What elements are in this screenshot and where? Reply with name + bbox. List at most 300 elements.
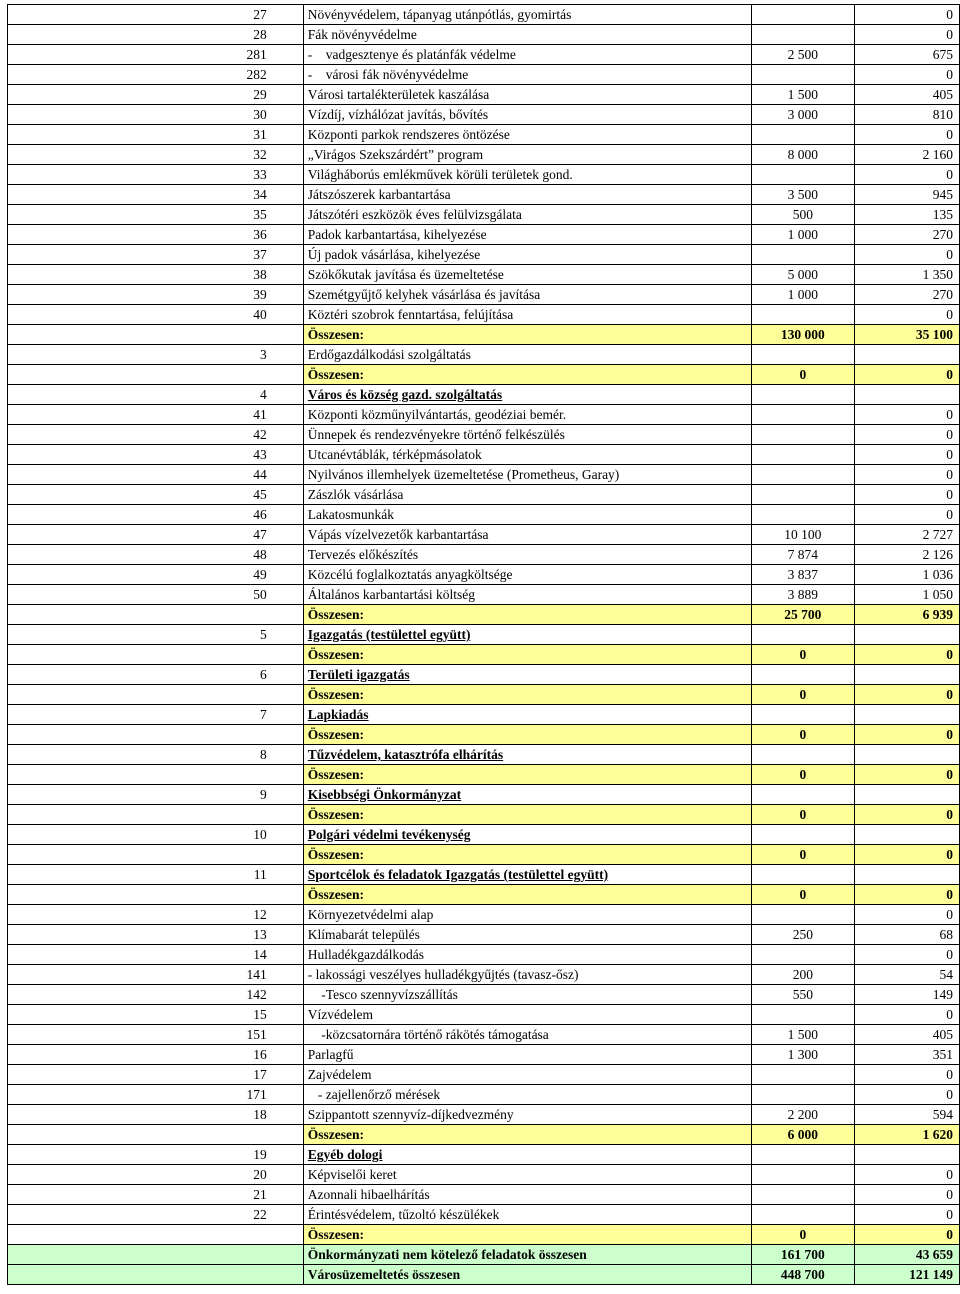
row-plan-value: 500 [751, 205, 855, 225]
row-number: 42 [8, 425, 304, 445]
table-row [8, 985, 960, 1005]
row-plan-value [751, 65, 855, 85]
row-value: 0 [855, 305, 960, 325]
row-plan-value: 250 [751, 925, 855, 945]
row-label: Területi igazgatás [303, 665, 751, 685]
row-number: 36 [8, 225, 304, 245]
row-number: 11 [8, 865, 304, 885]
row-label: Összesen: [303, 1125, 751, 1145]
row-number: 17 [8, 1065, 304, 1085]
row-number: 40 [8, 305, 304, 325]
row-number: 9 [8, 785, 304, 805]
row-value: 0 [855, 165, 960, 185]
subtotal-row [8, 645, 960, 665]
row-value: 2 727 [855, 525, 960, 545]
row-number: 15 [8, 1005, 304, 1025]
table-row [8, 1005, 960, 1025]
row-plan-value: 0 [751, 685, 855, 705]
table-row [8, 1025, 960, 1045]
row-plan-value [751, 425, 855, 445]
row-value: 0 [855, 1205, 960, 1225]
row-value: 0 [855, 405, 960, 425]
section-header-row [8, 625, 960, 645]
row-plan-value: 200 [751, 965, 855, 985]
table-row [8, 305, 960, 325]
row-number: 12 [8, 905, 304, 925]
section-header-row [8, 345, 960, 365]
row-number: 7 [8, 705, 304, 725]
row-label: Polgári védelmi tevékenység [303, 825, 751, 845]
row-label: -Tesco szennyvízszállítás [303, 985, 751, 1005]
row-value: 0 [855, 425, 960, 445]
row-value: 0 [855, 845, 960, 865]
row-value: 0 [855, 125, 960, 145]
row-label: Padok karbantartása, kihelyezése [303, 225, 751, 245]
row-label: Összesen: [303, 325, 751, 345]
row-plan-value: 7 874 [751, 545, 855, 565]
row-plan-value [751, 5, 855, 25]
row-plan-value: 3 000 [751, 105, 855, 125]
row-label: Szemétgyűjtő kelyhek vásárlása és javítása [303, 285, 751, 305]
row-plan-value: 1 300 [751, 1045, 855, 1065]
grand-total-row [8, 1245, 960, 1265]
row-value: 2 160 [855, 145, 960, 165]
table-row [8, 945, 960, 965]
row-plan-value [751, 505, 855, 525]
row-value: 149 [855, 985, 960, 1005]
row-number: 45 [8, 485, 304, 505]
row-plan-value: 161 700 [751, 1245, 855, 1265]
table-row [8, 125, 960, 145]
table-row [8, 245, 960, 265]
row-value: 0 [855, 1065, 960, 1085]
row-value: 0 [855, 365, 960, 385]
row-number: 49 [8, 565, 304, 585]
row-value: 43 659 [855, 1245, 960, 1265]
row-label: Vízdíj, vízhálózat javítás, bővítés [303, 105, 751, 125]
row-value [855, 625, 960, 645]
section-header-row [8, 385, 960, 405]
row-plan-value: 3 889 [751, 585, 855, 605]
row-number [8, 1125, 304, 1145]
row-plan-value: 0 [751, 805, 855, 825]
row-number: 19 [8, 1145, 304, 1165]
subtotal-row [8, 765, 960, 785]
row-label: Összesen: [303, 685, 751, 705]
row-plan-value [751, 1005, 855, 1025]
row-label: Játszószerek karbantartása [303, 185, 751, 205]
row-plan-value [751, 1085, 855, 1105]
row-plan-value: 448 700 [751, 1265, 855, 1285]
row-number [8, 605, 304, 625]
row-label: Városi tartalékterületek kaszálása [303, 85, 751, 105]
table-row [8, 965, 960, 985]
table-row [8, 285, 960, 305]
row-value: 0 [855, 65, 960, 85]
row-value: 0 [855, 805, 960, 825]
row-plan-value [751, 405, 855, 425]
row-label: Központi parkok rendszeres öntözése [303, 125, 751, 145]
row-plan-value [751, 665, 855, 685]
table-row [8, 1185, 960, 1205]
row-value: 675 [855, 45, 960, 65]
row-label: Összesen: [303, 845, 751, 865]
row-plan-value: 3 500 [751, 185, 855, 205]
row-label: Lakatosmunkák [303, 505, 751, 525]
table-row [8, 545, 960, 565]
row-value: 0 [855, 885, 960, 905]
row-label: Összesen: [303, 365, 751, 385]
subtotal-row [8, 805, 960, 825]
row-label: Tervezés előkészítés [303, 545, 751, 565]
row-value: 0 [855, 1005, 960, 1025]
subtotal-row [8, 685, 960, 705]
subtotal-row [8, 1125, 960, 1145]
row-plan-value [751, 1065, 855, 1085]
row-value [855, 785, 960, 805]
table-row [8, 185, 960, 205]
row-number [8, 1265, 304, 1285]
table-row [8, 25, 960, 45]
row-plan-value [751, 1185, 855, 1205]
row-number: 151 [8, 1025, 304, 1045]
row-plan-value [751, 305, 855, 325]
row-value: 121 149 [855, 1265, 960, 1285]
row-value [855, 865, 960, 885]
row-label: Tűzvédelem, katasztrófa elhárítás [303, 745, 751, 765]
row-value: 2 126 [855, 545, 960, 565]
row-value: 0 [855, 465, 960, 485]
table-row [8, 105, 960, 125]
row-plan-value: 550 [751, 985, 855, 1005]
row-value: 270 [855, 285, 960, 305]
row-label: Közcélú foglalkoztatás anyagköltsége [303, 565, 751, 585]
row-value: 1 050 [855, 585, 960, 605]
table-row [8, 65, 960, 85]
row-label: Hulladékgazdálkodás [303, 945, 751, 965]
row-number: 5 [8, 625, 304, 645]
row-value: 405 [855, 85, 960, 105]
row-label: Fák növényvédelme [303, 25, 751, 45]
row-label: - városi fák növényvédelme [303, 65, 751, 85]
row-label: Lapkiadás [303, 705, 751, 725]
row-value: 0 [855, 725, 960, 745]
row-label: Összesen: [303, 725, 751, 745]
row-label: Azonnali hibaelhárítás [303, 1185, 751, 1205]
row-number [8, 845, 304, 865]
subtotal-row [8, 605, 960, 625]
row-number: 282 [8, 65, 304, 85]
row-label: Zászlók vásárlása [303, 485, 751, 505]
row-number: 8 [8, 745, 304, 765]
row-plan-value [751, 125, 855, 145]
row-number: 18 [8, 1105, 304, 1125]
table-row [8, 165, 960, 185]
row-number: 171 [8, 1085, 304, 1105]
row-value: 0 [855, 245, 960, 265]
row-number: 6 [8, 665, 304, 685]
row-value: 0 [855, 765, 960, 785]
table-row [8, 505, 960, 525]
row-number: 31 [8, 125, 304, 145]
row-value: 270 [855, 225, 960, 245]
row-label: Ünnepek és rendezvényekre történő felkészülés [303, 425, 751, 445]
row-number: 4 [8, 385, 304, 405]
row-plan-value: 1 000 [751, 285, 855, 305]
row-number: 3 [8, 345, 304, 365]
row-label: Egyéb dologi [303, 1145, 751, 1165]
row-plan-value: 0 [751, 765, 855, 785]
row-label: - zajellenőrző mérések [303, 1085, 751, 1105]
row-label: Összesen: [303, 605, 751, 625]
row-label: Nyilvános illemhelyek üzemeltetése (Prometheus, Garay) [303, 465, 751, 485]
table-row [8, 45, 960, 65]
row-value: 594 [855, 1105, 960, 1125]
row-plan-value [751, 25, 855, 45]
row-value: 945 [855, 185, 960, 205]
row-plan-value: 8 000 [751, 145, 855, 165]
row-label: - vadgesztenye és platánfák védelme [303, 45, 751, 65]
row-plan-value [751, 1145, 855, 1165]
row-label: Utcanévtáblák, térképmásolatok [303, 445, 751, 465]
table-row [8, 585, 960, 605]
table-row [8, 145, 960, 165]
row-plan-value [751, 245, 855, 265]
row-value [855, 745, 960, 765]
row-plan-value [751, 1205, 855, 1225]
row-number: 142 [8, 985, 304, 1005]
row-number: 46 [8, 505, 304, 525]
subtotal-row [8, 1225, 960, 1245]
row-number [8, 1225, 304, 1245]
row-label: Játszótéri eszközök éves felülvizsgálata [303, 205, 751, 225]
row-label: Összesen: [303, 805, 751, 825]
row-value: 54 [855, 965, 960, 985]
row-number: 29 [8, 85, 304, 105]
row-number: 43 [8, 445, 304, 465]
row-plan-value: 0 [751, 365, 855, 385]
row-plan-value: 10 100 [751, 525, 855, 545]
section-header-row [8, 825, 960, 845]
row-plan-value: 130 000 [751, 325, 855, 345]
row-number [8, 365, 304, 385]
table-row [8, 525, 960, 545]
row-plan-value: 1 000 [751, 225, 855, 245]
row-number: 281 [8, 45, 304, 65]
table-row [8, 565, 960, 585]
row-label: Vízvédelem [303, 1005, 751, 1025]
row-value [855, 385, 960, 405]
row-plan-value [751, 785, 855, 805]
row-number: 27 [8, 5, 304, 25]
row-value: 0 [855, 685, 960, 705]
subtotal-row [8, 885, 960, 905]
row-label: Klímabarát település [303, 925, 751, 945]
row-plan-value: 1 500 [751, 1025, 855, 1045]
row-plan-value: 5 000 [751, 265, 855, 285]
row-plan-value [751, 485, 855, 505]
row-plan-value: 1 500 [751, 85, 855, 105]
row-label: Növényvédelem, tápanyag utánpótlás, gyomirtás [303, 5, 751, 25]
row-plan-value: 0 [751, 845, 855, 865]
row-plan-value: 2 200 [751, 1105, 855, 1125]
row-value: 0 [855, 905, 960, 925]
row-label: Igazgatás (testülettel együtt) [303, 625, 751, 645]
row-plan-value [751, 465, 855, 485]
row-plan-value [751, 865, 855, 885]
row-label: Környezetvédelmi alap [303, 905, 751, 925]
row-plan-value [751, 345, 855, 365]
row-plan-value [751, 385, 855, 405]
section-header-row [8, 665, 960, 685]
row-plan-value [751, 705, 855, 725]
row-number: 38 [8, 265, 304, 285]
row-number: 21 [8, 1185, 304, 1205]
row-label: Szökőkutak javítása és üzemeltetése [303, 265, 751, 285]
table-row [8, 485, 960, 505]
row-number: 10 [8, 825, 304, 845]
row-label: Sportcélok és feladatok Igazgatás (testülettel együtt) [303, 865, 751, 885]
row-value: 0 [855, 5, 960, 25]
table-row [8, 425, 960, 445]
row-plan-value: 6 000 [751, 1125, 855, 1145]
section-header-row [8, 865, 960, 885]
row-label: Város és község gazd. szolgáltatás [303, 385, 751, 405]
section-header-row [8, 705, 960, 725]
grand-total-row [8, 1265, 960, 1285]
row-value: 0 [855, 485, 960, 505]
table-row [8, 265, 960, 285]
row-number: 22 [8, 1205, 304, 1225]
section-header-row [8, 785, 960, 805]
row-label: Városüzemeltetés összesen [303, 1265, 751, 1285]
subtotal-row [8, 325, 960, 345]
table-row [8, 905, 960, 925]
row-plan-value [751, 625, 855, 645]
section-header-row [8, 1145, 960, 1165]
row-label: Általános karbantartási költség [303, 585, 751, 605]
subtotal-row [8, 845, 960, 865]
row-value: 35 100 [855, 325, 960, 345]
row-value: 68 [855, 925, 960, 945]
row-number: 39 [8, 285, 304, 305]
row-number: 16 [8, 1045, 304, 1065]
table-row [8, 1165, 960, 1185]
budget-table [7, 4, 960, 1285]
row-label: Központi közműnyilvántartás, geodéziai bemér. [303, 405, 751, 425]
row-value: 351 [855, 1045, 960, 1065]
row-label: Új padok vásárlása, kihelyezése [303, 245, 751, 265]
row-number: 20 [8, 1165, 304, 1185]
row-label: Erdőgazdálkodási szolgáltatás [303, 345, 751, 365]
table-row [8, 205, 960, 225]
row-value: 0 [855, 1165, 960, 1185]
row-plan-value: 0 [751, 885, 855, 905]
row-label: Parlagfű [303, 1045, 751, 1065]
row-plan-value [751, 165, 855, 185]
row-label: Zajvédelem [303, 1065, 751, 1085]
row-value [855, 665, 960, 685]
row-number: 32 [8, 145, 304, 165]
row-label: Vápás vízelvezetők karbantartása [303, 525, 751, 545]
table-row [8, 1205, 960, 1225]
row-number [8, 1245, 304, 1265]
table-row [8, 925, 960, 945]
row-value [855, 705, 960, 725]
row-value: 0 [855, 645, 960, 665]
row-number [8, 725, 304, 745]
row-value [855, 825, 960, 845]
row-number: 34 [8, 185, 304, 205]
row-number: 44 [8, 465, 304, 485]
row-label: Köztéri szobrok fenntartása, felújítása [303, 305, 751, 325]
table-row [8, 1105, 960, 1125]
row-number: 13 [8, 925, 304, 945]
subtotal-row [8, 365, 960, 385]
table-row [8, 465, 960, 485]
row-plan-value [751, 445, 855, 465]
row-plan-value: 2 500 [751, 45, 855, 65]
row-number [8, 325, 304, 345]
table-row [8, 225, 960, 245]
row-plan-value: 3 837 [751, 565, 855, 585]
row-label: „Virágos Szekszárdért” program [303, 145, 751, 165]
row-value: 810 [855, 105, 960, 125]
row-plan-value: 25 700 [751, 605, 855, 625]
row-number: 41 [8, 405, 304, 425]
row-label: Önkormányzati nem kötelező feladatok összesen [303, 1245, 751, 1265]
row-value: 1 036 [855, 565, 960, 585]
row-value: 405 [855, 1025, 960, 1045]
row-value: 0 [855, 505, 960, 525]
row-plan-value [751, 905, 855, 925]
row-number: 35 [8, 205, 304, 225]
row-value: 135 [855, 205, 960, 225]
row-plan-value: 0 [751, 1225, 855, 1245]
table-row [8, 445, 960, 465]
row-label: Szippantott szennyvíz-díjkedvezmény [303, 1105, 751, 1125]
row-label: Világháborús emlékművek körüli területek gond. [303, 165, 751, 185]
table-row [8, 5, 960, 25]
table-row [8, 85, 960, 105]
table-row [8, 405, 960, 425]
row-label: Érintésvédelem, tűzoltó készülékek [303, 1205, 751, 1225]
row-value: 0 [855, 1225, 960, 1245]
row-label: Kisebbségi Önkormányzat [303, 785, 751, 805]
row-number [8, 645, 304, 665]
row-label: Képviselői keret [303, 1165, 751, 1185]
row-plan-value [751, 825, 855, 845]
section-header-row [8, 745, 960, 765]
table-row [8, 1085, 960, 1105]
row-number: 141 [8, 965, 304, 985]
row-value: 1 620 [855, 1125, 960, 1145]
row-number: 33 [8, 165, 304, 185]
subtotal-row [8, 725, 960, 745]
row-number [8, 765, 304, 785]
row-number: 30 [8, 105, 304, 125]
row-value: 6 939 [855, 605, 960, 625]
row-value: 0 [855, 25, 960, 45]
row-number: 14 [8, 945, 304, 965]
table-row [8, 1045, 960, 1065]
row-plan-value [751, 1165, 855, 1185]
row-plan-value [751, 745, 855, 765]
row-value: 0 [855, 1185, 960, 1205]
row-label: Összesen: [303, 765, 751, 785]
row-number [8, 885, 304, 905]
row-number: 28 [8, 25, 304, 45]
